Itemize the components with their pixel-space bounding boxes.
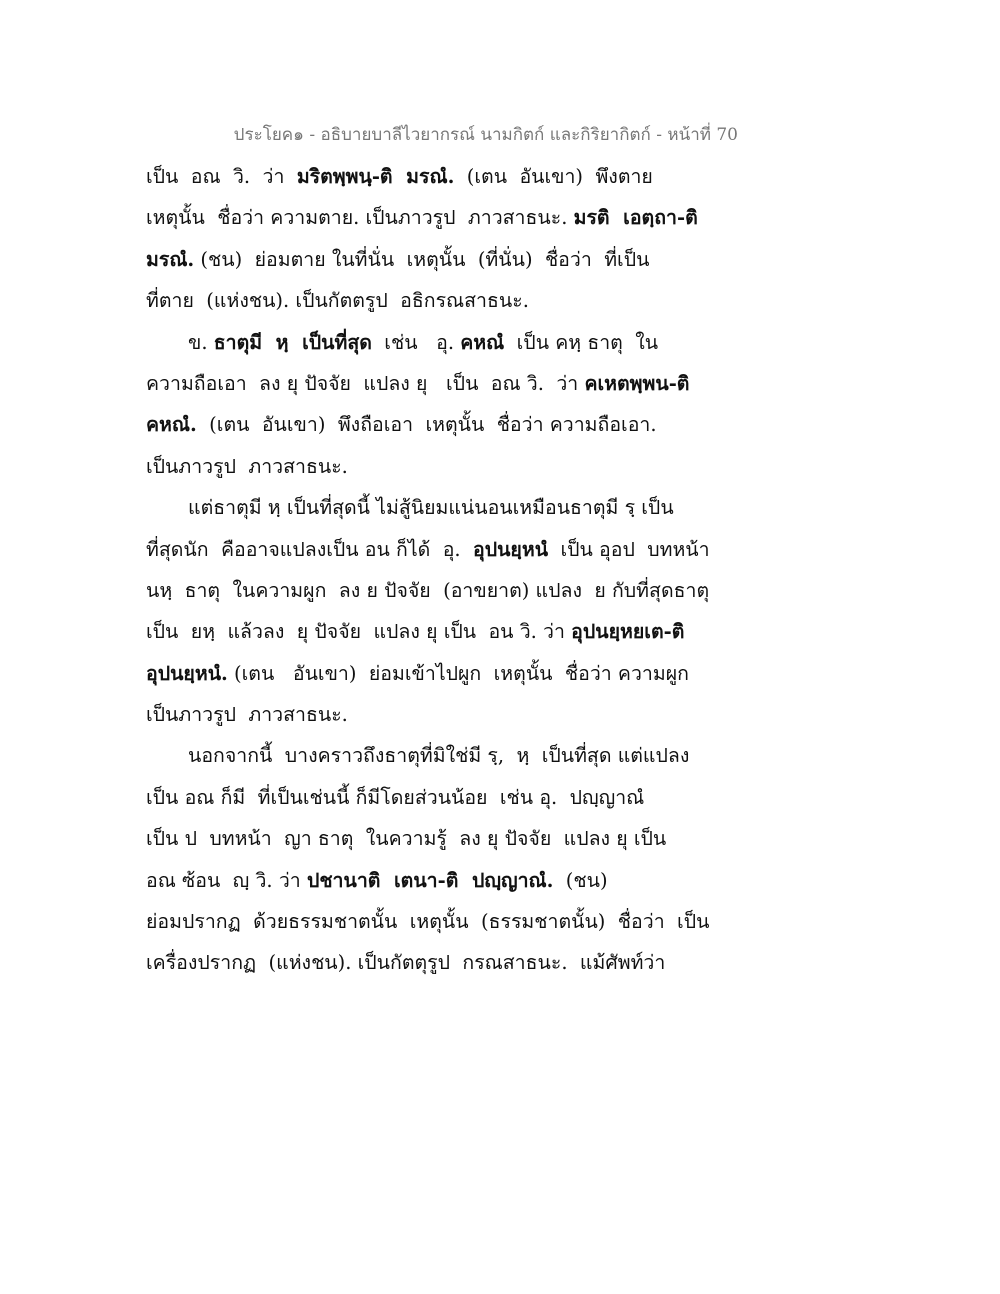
text-line [146,777,706,818]
text-segment: เป็น อณ วิ. ว่า [146,165,297,188]
text-line [146,239,706,280]
text-segment: (ชน) ย่อมตาย ในที่นั่น เหตุนั้น (ที่นั่น) ชื่อว่า ที่เป็น [194,247,650,271]
text-line [146,570,710,611]
body-text [146,156,710,984]
text-segment: (เตน อันเขา) พึงตาย [454,165,653,188]
text-line [146,156,706,197]
text-line [146,860,706,901]
bold-term: มรณํ. [146,247,195,271]
text-segment: (เตน อันเขา) พึงถือเอา เหตุนั้น ชื่อว่า ความถือเอา. [196,413,657,437]
bold-term: ธาตุมี หฺ เป็นที่สุด [213,330,372,354]
text-line [146,322,706,363]
bold-term: มรติ เอตฺถา-ติ [573,206,698,230]
bold-term: ปชานาติ เตนา-ติ ปญฺญาณํ. [306,868,554,892]
text-segment: เช่น อุ. [371,330,461,354]
text-segment: อณ ซ้อน ญฺ วิ. ว่า [146,868,307,892]
text-segment: เป็นภาวรูป ภาวสาธนะ. [146,703,348,727]
text-line [146,942,706,983]
text-segment: (เตน อันเขา) ย่อมเข้าไปผูก เหตุนั้น ชื่อว่า ความผูก [227,661,689,685]
text-segment: เป็นภาวรูป ภาวสาธนะ. [146,454,348,478]
text-line [146,901,710,942]
text-line [146,611,706,652]
page-header: ประโยค๑ - อธิบายบาลีไวยากรณ์ นามกิตก์ และกิริยากิตก์ - หน้าที่ 70 [233,125,738,145]
text-line [146,818,706,859]
bold-term: มริตพฺพนฺ-ติ มรณํ. [296,165,455,188]
text-line [146,197,706,238]
text-segment: ที่สุดนัก คืออาจแปลงเป็น อน ก็ได้ อุ. [146,537,474,561]
text-line [146,653,706,694]
bold-term: อุปนยฺหนํ [473,537,549,561]
text-line [146,487,706,528]
text-segment: เหตุนั้น ชื่อว่า ความตาย. เป็นภาวรูป ภาวสาธนะ. [146,206,574,230]
text-segment: นหฺ ธาตุ ในความผูก ลง ย ปัจจัย (อาขยาต) แปลง ย กับที่สุดธาตุ [146,578,710,602]
text-line [146,404,706,445]
bold-term: คหณํ [460,330,505,354]
text-line [146,694,706,735]
bold-term: คหณํ. [146,413,197,437]
text-segment: ที่ตาย (แห่งชน). เป็นกัตตรูป อธิกรณสาธนะ. [146,289,529,313]
text-segment: เครื่องปรากฏ (แห่งชน). เป็นกัตตุรูป กรณสาธนะ. แม้ศัพท์ว่า [146,951,666,975]
text-segment: ย่อมปรากฏ ด้วยธรรมชาตนั้น เหตุนั้น (ธรรมชาตนั้น) ชื่อว่า เป็น [146,910,710,934]
bold-term: คเหตพฺพน-ติ [584,371,690,395]
text-line [146,280,706,321]
text-segment: เป็น ยหฺ แล้วลง ยุ ปัจจัย แปลง ยุ เป็น อน วิ. ว่า [146,620,572,644]
bold-term: อุปนยฺหนํ. [146,661,228,685]
text-segment: เป็น ป บทหน้า ญา ธาตุ ในความรู้ ลง ยุ ปัจจัย แปลง ยุ เป็น [146,827,667,851]
text-segment: แต่ธาตุมี หฺ เป็นที่สุดนี้ ไม่สู้นิยมแน่นอนเหมือนธาตุมี รฺ เป็น [188,496,674,520]
text-segment: ข. [188,330,214,354]
text-line [146,529,710,570]
text-segment: ความถือเอา ลง ยุ ปัจจัย แปลง ยุ เป็น อณ วิ. ว่า [146,371,585,395]
text-segment: นอกจากนี้ บางคราวถึงธาตุที่มิใช่มี รฺ, หฺ เป็นที่สุด แต่แปลง [188,744,690,768]
text-line [146,735,706,776]
text-segment: เป็น คหฺ ธาตุ ใน [504,330,659,354]
text-line [146,363,706,404]
text-segment: เป็น อุอป บทหน้า [548,537,710,561]
text-segment: (ชน) [553,868,608,892]
bold-term: อุปนยฺหยเต-ติ [571,620,685,644]
text-segment: เป็น อณ ก็มี ที่เป็นเช่นนี้ ก็มีโดยส่วนน้อย เช่น อุ. ปญฺญาณํ [146,785,645,809]
text-line [146,446,706,487]
